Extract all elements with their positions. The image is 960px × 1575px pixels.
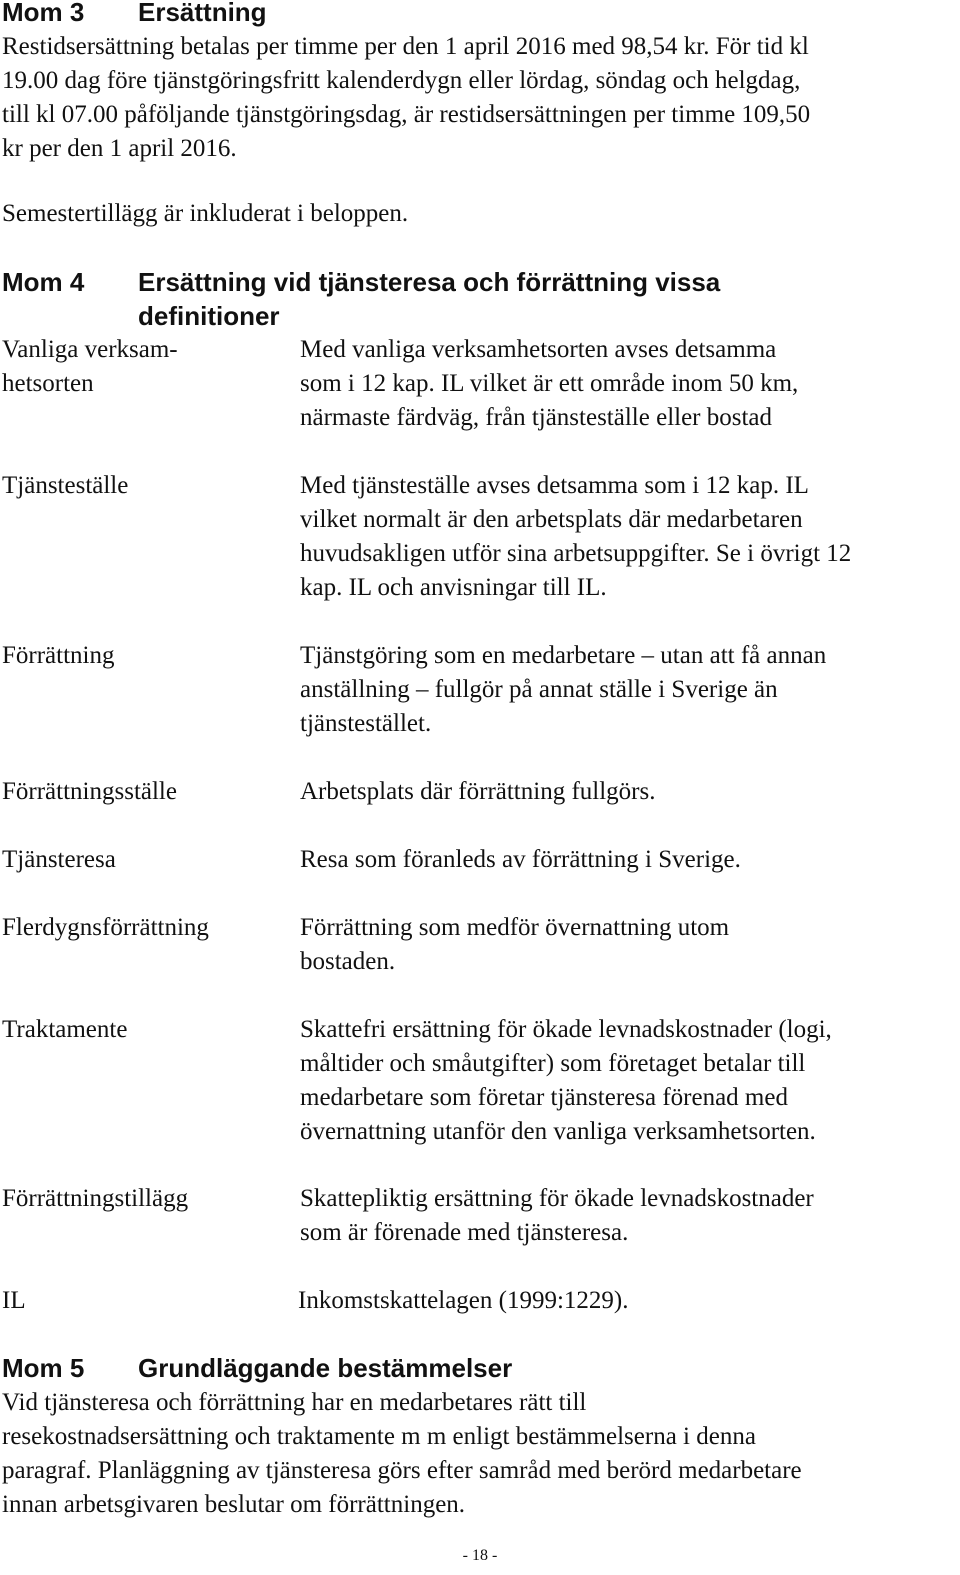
text-line: medarbetare som företar tjänsteresa förenad med (300, 1084, 788, 1111)
text-line: Tjänstgöring som en medarbetare – utan att få annan (300, 642, 827, 669)
text-line: Tjänsteställe (2, 472, 129, 499)
text-line: till kl 07.00 påföljande tjänstgöringsdag, är restidsersättningen per timme 109,50 (2, 101, 811, 128)
text-line: som i 12 kap. IL vilket är ett område inom 50 km, (300, 370, 799, 397)
definition-term (2, 1182, 272, 1216)
definition-text (300, 911, 952, 979)
text-line: Med vanliga verksamhetsorten avses detsamma (300, 336, 777, 363)
definition-text (300, 775, 952, 809)
text-line: Resa som föranleds av förrättning i Sverige. (300, 846, 741, 873)
mom4-number: Mom 4 (2, 267, 85, 297)
text-line: övernattning utanför den vanliga verksamhetsorten. (300, 1118, 816, 1145)
definition-text (300, 469, 952, 605)
definition-text (300, 639, 952, 741)
definition-text (298, 1284, 950, 1318)
text-line: Vanliga verksam- (2, 336, 178, 363)
text-line: Arbetsplats där förrättning fullgörs. (300, 778, 656, 805)
mom5-paragraph (2, 1386, 952, 1522)
text-line: som är förenade med tjänsteresa. (300, 1219, 629, 1246)
text-line: bostaden. (300, 948, 396, 975)
text-line: Flerdygnsförrättning (2, 914, 209, 941)
text-line: Förrättning som medför övernattning utom (300, 914, 730, 941)
text-line: Förrättningsställe (2, 778, 177, 805)
mom4-title: Ersättning vid tjänsteresa och förrättning vissa (138, 267, 721, 297)
text-line: Inkomstskattelagen (1999:1229). (298, 1287, 629, 1314)
page-number: - 18 - (462, 1547, 498, 1564)
text-line: IL (2, 1287, 26, 1314)
definition-term (2, 639, 272, 673)
text-line: hetsorten (2, 370, 94, 397)
text-line: resekostnadsersättning och traktamente m m enligt bestämmelserna i denna (2, 1423, 756, 1450)
text-line: anställning – fullgör på annat ställe i Sverige än (300, 676, 778, 703)
text-line: Förrättning (2, 642, 115, 669)
definition-term (2, 333, 272, 401)
text-line: måltider och småutgifter) som företaget betalar till (300, 1050, 806, 1077)
definition-text (300, 333, 952, 435)
text-line: tjänstestället. (300, 710, 432, 737)
mom4-title-continued: definitioner (138, 301, 280, 331)
text-line: Förrättningstillägg (2, 1185, 189, 1212)
mom5-number: Mom 5 (2, 1353, 85, 1383)
definition-text (300, 1013, 952, 1149)
definition-term (2, 911, 272, 945)
definition-term (2, 843, 272, 877)
text-line: paragraf. Planläggning av tjänsteresa görs efter samråd med berörd medarbetare (2, 1457, 802, 1484)
definition-term (2, 1284, 272, 1318)
definition-term (2, 469, 272, 503)
definition-text (300, 1182, 952, 1250)
text-line: Traktamente (2, 1016, 128, 1043)
definition-text (300, 843, 952, 877)
text-line: kap. IL och anvisningar till IL. (300, 574, 607, 601)
text-line: Skattefri ersättning för ökade levnadskostnader (logi, (300, 1016, 832, 1043)
mom5-title: Grundläggande bestämmelser (138, 1353, 513, 1383)
mom3-title: Ersättning (138, 0, 267, 27)
text-line: Tjänsteresa (2, 846, 116, 873)
mom3-heading (2, 0, 267, 29)
text-line: Restidsersättning betalas per timme per den 1 april 2016 med 98,54 kr. För tid kl (2, 33, 809, 60)
text-line: Vid tjänsteresa och förrättning har en medarbetares rätt till (2, 1389, 587, 1416)
definition-term (2, 775, 272, 809)
mom3-paragraph-1 (2, 30, 952, 166)
mom4-heading (2, 265, 721, 331)
text-line: huvudsakligen utför sina arbetsuppgifter. Se i övrigt 12 (300, 540, 852, 567)
definition-term (2, 1013, 272, 1047)
text-line: närmaste färdväg, från tjänsteställe eller bostad (300, 404, 773, 431)
text-line: innan arbetsgivaren beslutar om förrättningen. (2, 1491, 466, 1518)
mom5-heading (2, 1351, 512, 1385)
mom3-number: Mom 3 (2, 0, 85, 27)
text-line: kr per den 1 april 2016. (2, 135, 237, 162)
mom3-paragraph-2 (2, 197, 952, 231)
text-line: Skattepliktig ersättning för ökade levnadskostnader (300, 1185, 814, 1212)
text-line: 19.00 dag före tjänstgöringsfritt kalenderdygn eller lördag, söndag och helgdag, (2, 67, 801, 94)
text-line: Semestertillägg är inkluderat i beloppen. (2, 200, 409, 227)
text-line: Med tjänsteställe avses detsamma som i 12 kap. IL (300, 472, 809, 499)
text-line: vilket normalt är den arbetsplats där medarbetaren (300, 506, 803, 533)
